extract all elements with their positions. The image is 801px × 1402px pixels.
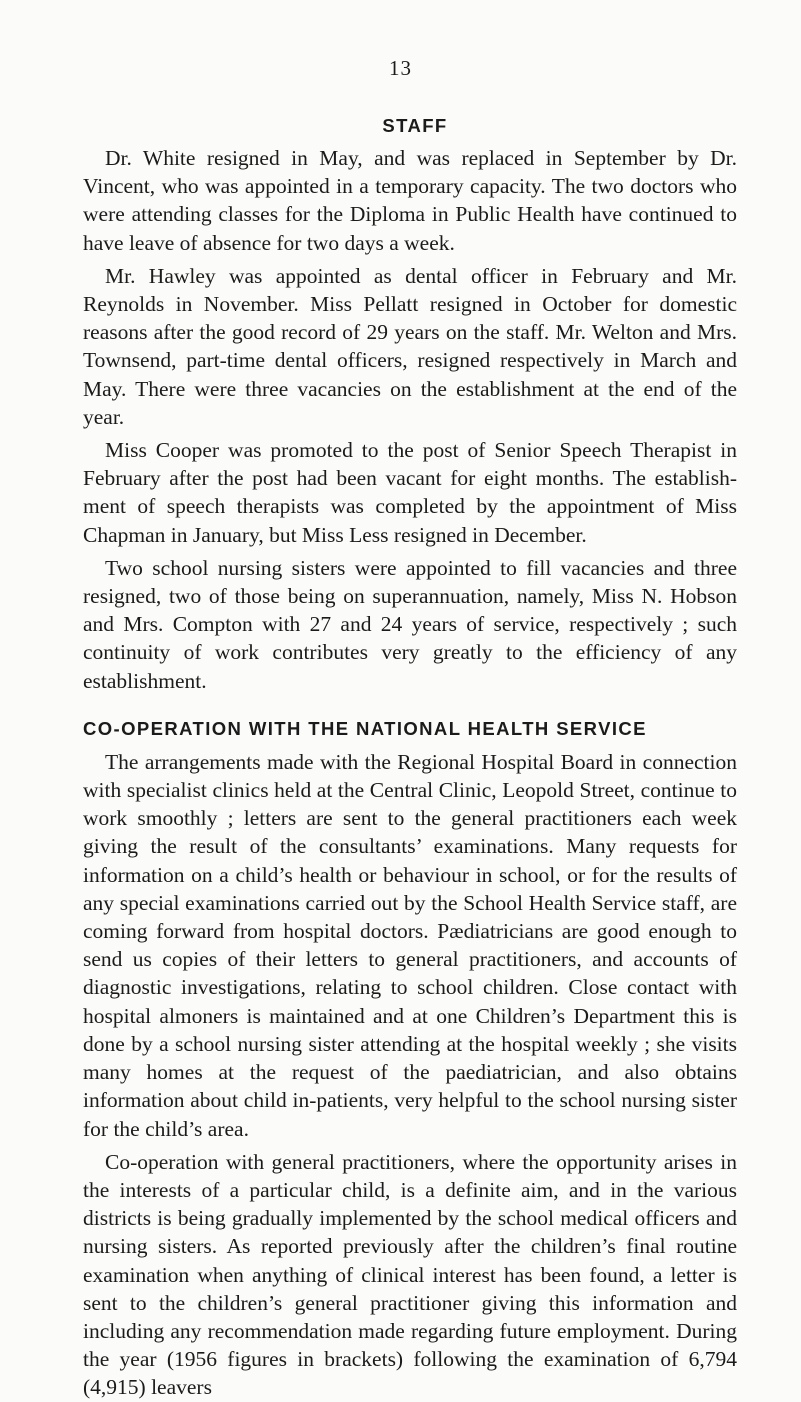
staff-section <box>83 144 737 695</box>
page-content <box>83 112 737 1402</box>
cooperation-heading: CO-OPERATION WITH THE NATIONAL HEALTH SERVICE <box>83 717 647 739</box>
cooperation-paragraph-2: Co-operation with general practitioners, where the opportunity arises in the interests of a particular child, is a definite aim, and in the various districts is being gradually implemented by the school medical officers and nursing sisters. As reported previously after the children’s final routine examination when anything of clinical interest has been found, a letter is sent to the children’s general practitioner giving this information and including any recommendation made regarding future employment. During the year (1956 figures in brackets) following the examination of 6,794 (4,915) leavers <box>83 1149 737 1400</box>
staff-paragraph-2: Mr. Hawley was appointed as dental officer in February and Mr. Reynolds in November. Miss Pellatt resigned in October for domestic reasons after the good record of 29 years on the staff. Mr. Welton and Mrs. Townsend, part-time dental officers, resigned respectively in March and May. There were three vacancies on the establishment at the end of the year. <box>83 263 737 429</box>
page-number: 13 <box>389 56 412 80</box>
staff-paragraph-1: Dr. White resigned in May, and was replaced in September by Dr. Vincent, who was appointed in a temporary capacity. The two doctors who were attending classes for the Diploma in Public Health have continued to have leave of absence for two days a week. <box>83 146 737 255</box>
staff-heading: STAFF <box>382 115 448 136</box>
staff-paragraph-3: Miss Cooper was promoted to the post of Senior Speech Therapist in February after the post had been vacant for eight months. The establish- ment of speech therapists was completed by the appointment of Miss Chapman in January, but Miss Less resigned in December. <box>83 438 737 547</box>
cooperation-paragraph-1: The arrangements made with the Regional Hospital Board in connection with specialist clinics held at the Central Clinic, Leopold Street, continue to work smoothly ; letters are sent to the general practitioners each week giving the result of the consultants’ examinations. Many requests for information on a child’s health or behaviour in school, or for the results of any special examinations carried out by the School Health Service staff, are coming forward from hospital doctors. Pædiatricians are good enough to send us copies of their letters to general practitioners, and accounts of diagnostic investigations, relating to school children. Close contact with hospital almoners is maintained and at one Children’s Department this is done by a school nursing sister attending at the hospital weekly ; she visits many homes at the request of the paediatrician, and also obtains information about child in-patients, very helpful to the school nursing sister for the child’s area. <box>83 749 737 1141</box>
cooperation-section <box>83 748 737 1402</box>
staff-paragraph-4: Two school nursing sisters were appointed to fill vacancies and three resigned, two of those being on superannuation, namely, Miss N. Hobson and Mrs. Compton with 27 and 24 years of service, respectively ; such continuity of work contributes very greatly to the efficiency of any establishment. <box>83 555 737 693</box>
